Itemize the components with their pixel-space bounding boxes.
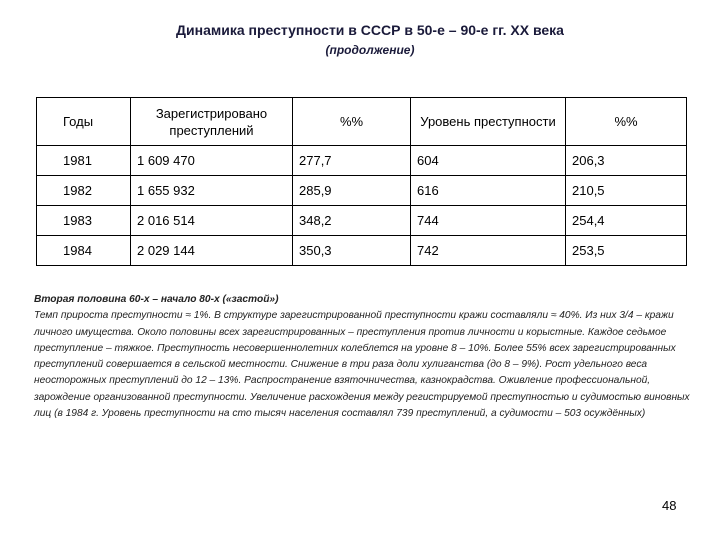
notes-heading: Вторая половина 60-х – начало 80-х («застой») [34,294,279,305]
notes-body: Темп прироста преступности ≈ 1%. В структуре зарегистрированной преступности кражи составляли ≈ 40%. Из них 3/4 – кражи личного имущества. Около половины всех зарегистрированных – преступления против личности и корыстные. Каждое седьмое преступление – тяжкое. Преступность несовершеннолетних колеблется на уровне 8 – 10%. Более 55% всех зарегистрированных преступлений совершается в сельской местности. Снижение в три раза доли хулиганства (до 8 – 9%). Рост удельного веса неосторожных преступлений до 12 – 13%. Распространение взяточничества, казнокрадства. Оживление профессиональной, зарождение организованной преступности. Увеличение расхождения между регистрируемой преступностью и судимостью виновных лиц (в 1984 г. Уровень преступности на сто тысяч населения составлял 739 преступлений, а судимости – 503 осуждённых) [34,310,690,420]
cell-level: 604 [411,146,566,176]
cell-level-percent: 254,4 [566,206,687,236]
cell-year: 1984 [37,236,131,266]
header-years: Годы [37,98,131,146]
cell-percent: 285,9 [293,176,411,206]
cell-year: 1981 [37,146,131,176]
cell-level-percent: 206,3 [566,146,687,176]
cell-percent: 277,7 [293,146,411,176]
table-row [37,206,687,236]
header-crime-level: Уровень преступности [411,98,566,146]
notes-block [34,292,694,422]
cell-level: 742 [411,236,566,266]
table-row [37,236,687,266]
slide-title: Динамика преступности в СССР в 50-е – 90-е гг. ХХ века [176,22,564,38]
cell-year: 1982 [37,176,131,206]
table-header-row [37,98,687,146]
cell-registered: 1 609 470 [131,146,293,176]
cell-level: 616 [411,176,566,206]
cell-year: 1983 [37,206,131,236]
page-number: 48 [662,498,677,513]
slide-subtitle: (продолжение) [325,43,415,57]
cell-level: 744 [411,206,566,236]
cell-level-percent: 253,5 [566,236,687,266]
crime-dynamics-table [36,97,687,266]
header-percent-1: %% [293,98,411,146]
cell-percent: 350,3 [293,236,411,266]
cell-registered: 1 655 932 [131,176,293,206]
cell-registered: 2 016 514 [131,206,293,236]
header-percent-2: %% [566,98,687,146]
header-registered-crimes: Зарегистрировано преступлений [131,98,293,146]
cell-registered: 2 029 144 [131,236,293,266]
cell-level-percent: 210,5 [566,176,687,206]
cell-percent: 348,2 [293,206,411,236]
table-row [37,176,687,206]
table-row [37,146,687,176]
